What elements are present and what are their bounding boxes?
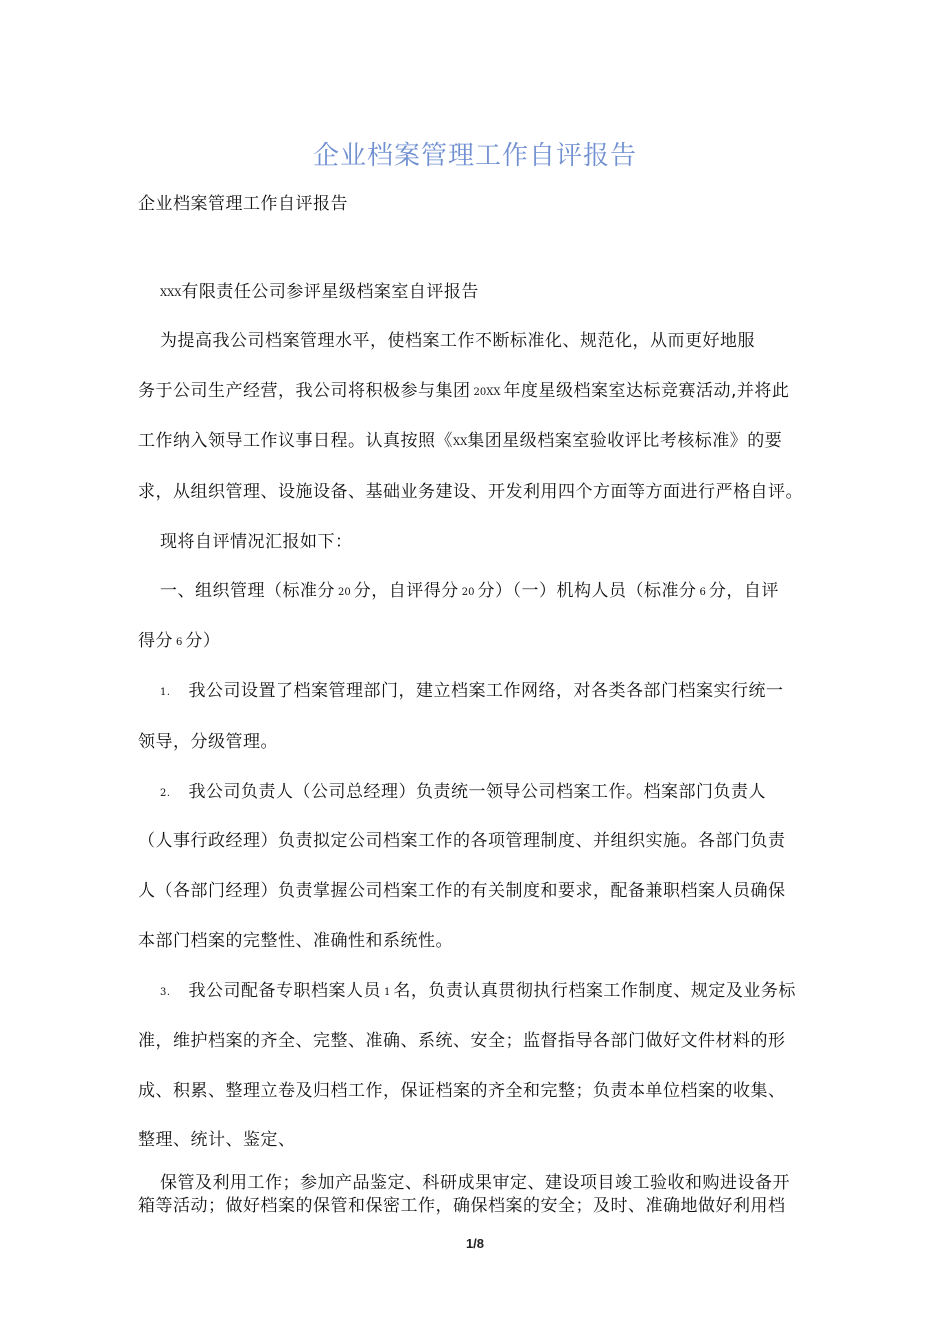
- report-intro: 现将自评情况汇报如下：: [160, 532, 353, 552]
- list-item-2-cont-1: （人事行政经理）负责拟定公司档案工作的各项管理制度、并组织实施。各部门负责: [138, 831, 786, 851]
- company-placeholder: XXX: [160, 288, 182, 299]
- list-item-3-cont-3: 整理、统计、鉴定、: [138, 1130, 296, 1150]
- intro-line-1: 为提高我公司档案管理水平，使档案工作不断标准化、规范化，从而更好地服: [160, 331, 755, 351]
- list-item-1: 1. 我公司设置了档案管理部门，建立档案工作网络，对各类各部门档案实行统一: [160, 681, 784, 701]
- list-item-2-cont-2: 人（各部门经理）负责掌握公司档案工作的有关制度和要求，配备兼职档案人员确保: [138, 881, 786, 901]
- list-number: 1.: [160, 687, 171, 698]
- list-item-2: 2. 我公司负责人（公司总经理）负责统一领导公司档案工作。档案部门负责人: [160, 782, 767, 802]
- section-1-heading-cont: 得分 6 分）: [138, 631, 221, 651]
- intro-line-2: 务于公司生产经营，我公司将积极参与集团 20XX 年度星级档案室达标竞赛活动,并将此: [138, 381, 790, 401]
- list-item-3: 3. 我公司配备专职档案人员 1 名，负责认真贯彻执行档案工作制度、规定及业务标: [160, 981, 796, 1001]
- intro-line-3: 工作纳入领导工作议事日程。认真按照《XX集团星级档案室验收评比考核标准》的要: [138, 431, 783, 451]
- document-subtitle: 企业档案管理工作自评报告: [138, 194, 348, 214]
- page-number: 1/8: [465, 1236, 485, 1251]
- list-item-2-cont-3: 本部门档案的完整性、准确性和系统性。: [138, 931, 453, 951]
- section-1-heading: 一、组织管理（标准分 20 分，自评得分 20 分）（一）机构人员（标准分 6 分，自评: [160, 581, 779, 601]
- report-title: [160, 281, 479, 305]
- list-item-1-cont: 领导，分级管理。: [138, 732, 278, 752]
- report-title-text: 有限责任公司参评星级档案室自评报告: [181, 282, 479, 302]
- list-item-3-cont-4: 保管及利用工作；参加产品鉴定、科研成果审定、建设项目竣工验收和购进设备开: [160, 1173, 790, 1193]
- list-item-3-cont-5: 箱等活动；做好档案的保管和保密工作，确保档案的安全；及时、准确地做好利用档: [138, 1196, 786, 1216]
- list-number: 2.: [160, 788, 171, 799]
- list-item-3-cont-1: 准，维护档案的齐全、完整、准确、系统、安全；监督指导各部门做好文件材料的形: [138, 1031, 786, 1051]
- list-item-3-cont-2: 成、积累、整理立卷及归档工作，保证档案的齐全和完整；负责本单位档案的收集、: [138, 1081, 786, 1101]
- document-title: 企业档案管理工作自评报告: [312, 141, 637, 171]
- intro-line-4: 求，从组织管理、设施设备、基础业务建设、开发利用四个方面等方面进行严格自评。: [138, 482, 803, 502]
- list-number: 3.: [160, 987, 171, 998]
